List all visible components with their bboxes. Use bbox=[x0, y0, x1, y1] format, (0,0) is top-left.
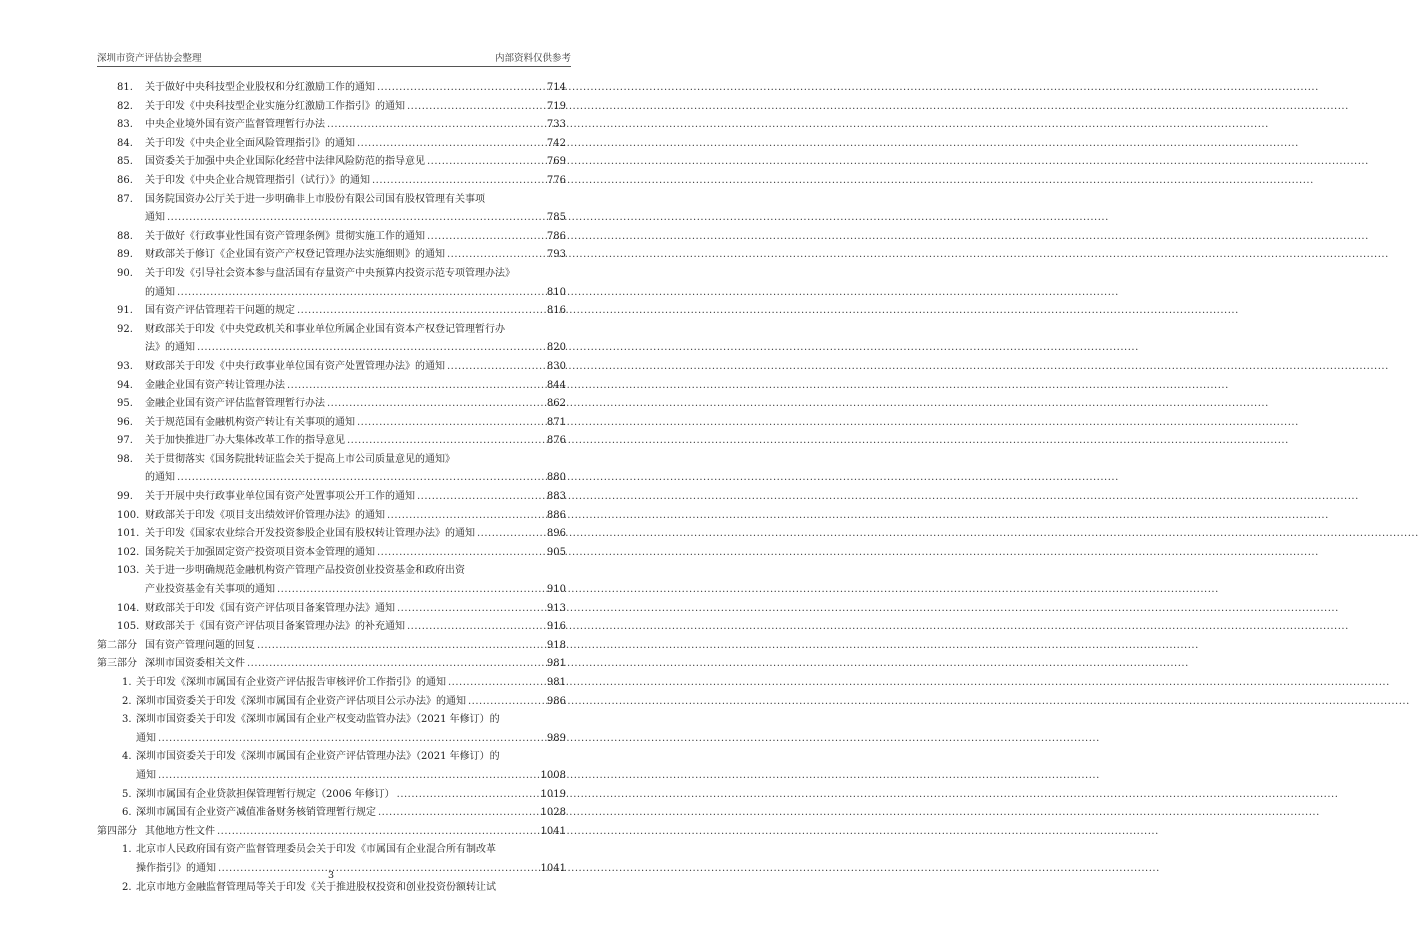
toc-leader-dots bbox=[468, 693, 545, 712]
toc-page-number: 1008 bbox=[540, 769, 566, 781]
toc-entry-number: 101. bbox=[117, 528, 140, 540]
toc-entry-line[interactable] bbox=[97, 879, 566, 898]
toc-entry-line[interactable] bbox=[97, 451, 566, 470]
toc-entry-line[interactable] bbox=[97, 135, 566, 154]
toc-entry-line[interactable] bbox=[97, 581, 566, 600]
header-divider bbox=[97, 66, 571, 67]
toc-entry-title: 关于印发《国家农业综合开发投资参股企业国有股权转让管理办法》的通知 bbox=[145, 528, 475, 540]
toc-entry-line[interactable] bbox=[97, 600, 566, 619]
toc-entry-line[interactable] bbox=[97, 655, 566, 674]
toc-entry-line[interactable] bbox=[97, 228, 566, 247]
toc-entry-title: 深圳市国资委关于印发《深圳市属国有企业产权变动监管办法》（2021 年修订）的 bbox=[136, 714, 500, 726]
toc-leader-dots bbox=[427, 228, 545, 247]
toc-entry-title: 财政部关于印发《项目支出绩效评价管理办法》的通知 bbox=[145, 509, 385, 521]
toc-entry-line[interactable] bbox=[97, 469, 566, 488]
toc-entry-line[interactable] bbox=[97, 693, 566, 712]
toc-entry-line[interactable] bbox=[97, 748, 566, 767]
toc-page-number: 883 bbox=[546, 491, 566, 503]
toc-leader-dots bbox=[372, 172, 545, 191]
toc-entry-line[interactable] bbox=[97, 209, 566, 228]
toc-page-number: 793 bbox=[546, 249, 566, 261]
toc-entry-title: 中央企业境外国有资产监督管理暂行办法 bbox=[145, 119, 325, 131]
toc-entry-number: 88. bbox=[117, 230, 133, 242]
toc-entry-title: 关于印发《中央科技型企业实施分红激励工作指引》的通知 bbox=[145, 100, 405, 112]
toc-leader-dots bbox=[158, 767, 539, 786]
toc-page-number: 918 bbox=[546, 639, 566, 651]
toc-entry-title: 关于开展中央行政事业单位国有资产处置事项公开工作的通知 bbox=[145, 491, 415, 503]
toc-entry-line[interactable] bbox=[97, 767, 566, 786]
toc-entry-number: 104. bbox=[117, 602, 140, 614]
toc-entry-number: 5. bbox=[122, 788, 132, 800]
toc-entry-title: 通知 bbox=[145, 212, 165, 224]
toc-page-number: 820 bbox=[546, 342, 566, 354]
toc-entry-number: 89. bbox=[117, 249, 133, 261]
toc-page-number: 905 bbox=[546, 546, 566, 558]
toc-entry-title: 法》的通知 bbox=[145, 342, 195, 354]
toc-entry-title: 深圳市国资委关于印发《深圳市属国有企业资产评估项目公示办法》的通知 bbox=[136, 695, 466, 707]
toc-entry-title: 通知 bbox=[136, 769, 156, 781]
toc-entry-line[interactable] bbox=[97, 711, 566, 730]
toc-leader-dots bbox=[177, 469, 545, 488]
toc-entry-title: 关于加快推进厂办大集体改革工作的指导意见 bbox=[145, 435, 345, 447]
toc-entry-title: 通知 bbox=[136, 732, 156, 744]
toc-entry-number: 第二部分 bbox=[97, 639, 137, 651]
toc-entry-number: 82. bbox=[117, 100, 133, 112]
toc-page-number: 896 bbox=[546, 528, 566, 540]
toc-leader-dots bbox=[397, 786, 539, 805]
toc-entry-number: 96. bbox=[117, 416, 133, 428]
toc-page-number: 742 bbox=[546, 137, 566, 149]
toc-page-number: 733 bbox=[546, 119, 566, 131]
header-left-text: 深圳市资产评估协会整理 bbox=[97, 53, 202, 64]
toc-entry-number: 第三部分 bbox=[97, 658, 137, 670]
toc-page-number: 1041 bbox=[540, 825, 566, 837]
toc-entry-number: 1. bbox=[122, 844, 132, 856]
toc-entry-line[interactable] bbox=[97, 804, 566, 823]
toc-entry-line[interactable] bbox=[97, 265, 566, 284]
toc-entry-title: 国务院国资办公厅关于进一步明确非上市股份有限公司国有股权管理有关事项 bbox=[145, 193, 485, 205]
toc-page-number: 769 bbox=[546, 156, 566, 168]
toc-leader-dots bbox=[387, 507, 545, 526]
toc-entry-line[interactable] bbox=[97, 674, 566, 693]
toc-entry-line[interactable] bbox=[97, 339, 566, 358]
toc-page-number: 981 bbox=[546, 677, 566, 688]
table-of-contents bbox=[97, 79, 566, 897]
toc-entry-number: 102. bbox=[117, 546, 140, 558]
toc-entry-line[interactable] bbox=[97, 432, 566, 451]
toc-page-number: 981 bbox=[546, 658, 566, 670]
toc-leader-dots bbox=[357, 414, 545, 433]
toc-page-number: 830 bbox=[546, 360, 566, 372]
toc-entry-line[interactable] bbox=[97, 637, 566, 656]
toc-entry-title: 关于印发《引导社会资本参与盘活国有存量资产中央预算内投资示范专项管理办法》 bbox=[145, 267, 515, 279]
toc-entry-title: 操作指引》的通知 bbox=[136, 862, 216, 874]
toc-entry-line[interactable] bbox=[97, 358, 566, 377]
toc-page-number: 876 bbox=[546, 435, 566, 447]
toc-leader-dots bbox=[477, 525, 545, 544]
toc-entry-line[interactable] bbox=[97, 841, 566, 860]
toc-entry-number: 2. bbox=[122, 695, 132, 707]
toc-entry-line[interactable] bbox=[97, 284, 566, 303]
toc-page-number: 862 bbox=[546, 398, 566, 410]
toc-page-number: 816 bbox=[546, 305, 566, 317]
toc-entry-line[interactable] bbox=[97, 302, 566, 321]
toc-entry-title: 的通知 bbox=[145, 472, 175, 484]
toc-leader-dots bbox=[277, 581, 545, 600]
toc-page-number: 844 bbox=[546, 379, 566, 391]
page-number: 3 bbox=[327, 870, 335, 881]
toc-leader-dots bbox=[448, 674, 545, 693]
toc-page-number: 1019 bbox=[540, 788, 566, 800]
toc-leader-dots bbox=[297, 302, 545, 321]
toc-entry-line[interactable] bbox=[97, 730, 566, 749]
toc-page-number: 810 bbox=[546, 286, 566, 298]
toc-page-number: 714 bbox=[546, 82, 566, 93]
toc-page-number: 1028 bbox=[540, 807, 566, 819]
toc-page-number: 913 bbox=[546, 602, 566, 614]
toc-leader-dots bbox=[247, 655, 545, 674]
toc-leader-dots bbox=[158, 730, 545, 749]
toc-entry-number: 98. bbox=[117, 453, 133, 465]
toc-entry-number: 4. bbox=[122, 751, 132, 763]
toc-entry-number: 90. bbox=[117, 267, 133, 279]
toc-entry-number: 第四部分 bbox=[97, 825, 137, 837]
toc-entry-number: 2. bbox=[122, 881, 132, 893]
toc-page-number: 871 bbox=[546, 416, 566, 428]
toc-leader-dots bbox=[327, 395, 545, 414]
header-right-text: 内部资料仅供参考 bbox=[494, 53, 571, 64]
toc-entry-line[interactable] bbox=[97, 786, 566, 805]
toc-page-number: 886 bbox=[546, 509, 566, 521]
toc-entry-line[interactable] bbox=[97, 246, 566, 265]
toc-leader-dots bbox=[377, 544, 545, 563]
toc-entry-number: 3. bbox=[122, 714, 132, 726]
toc-page-number: 989 bbox=[546, 732, 566, 744]
toc-entry-number: 95. bbox=[117, 398, 133, 410]
toc-leader-dots bbox=[397, 600, 545, 619]
toc-page-number: 1041 bbox=[540, 862, 566, 874]
toc-entry-title: 关于规范国有金融机构资产转让有关事项的通知 bbox=[145, 416, 355, 428]
toc-entry-number: 6. bbox=[122, 807, 132, 819]
toc-entry-line[interactable] bbox=[97, 414, 566, 433]
toc-entry-number: 99. bbox=[117, 491, 133, 503]
toc-entry-number: 103. bbox=[117, 565, 140, 577]
toc-entry-line[interactable] bbox=[97, 321, 566, 340]
toc-entry-title: 财政部关于《国有资产评估项目备案管理办法》的补充通知 bbox=[145, 621, 405, 633]
toc-entry-number: 100. bbox=[117, 509, 140, 521]
toc-entry-number: 91. bbox=[117, 305, 133, 317]
toc-entry-number: 81. bbox=[117, 82, 133, 93]
toc-page-number: 719 bbox=[546, 100, 566, 112]
toc-entry-number: 84. bbox=[117, 137, 133, 149]
toc-entry-number: 94. bbox=[117, 379, 133, 391]
toc-entry-number: 86. bbox=[117, 174, 133, 186]
toc-entry-title: 国资委关于加强中央企业国际化经营中法律风险防范的指导意见 bbox=[145, 156, 425, 168]
toc-leader-dots bbox=[217, 823, 539, 842]
toc-entry-title: 关于印发《深圳市属国有企业资产评估报告审核评价工作指引》的通知 bbox=[136, 677, 446, 688]
toc-entry-title: 其他地方性文件 bbox=[145, 825, 215, 837]
toc-entry-number: 1. bbox=[122, 677, 132, 688]
toc-leader-dots bbox=[378, 804, 539, 823]
toc-page-number: 776 bbox=[546, 174, 566, 186]
toc-entry-line[interactable] bbox=[97, 79, 566, 98]
toc-leader-dots bbox=[177, 284, 545, 303]
toc-entry-number: 83. bbox=[117, 119, 133, 131]
toc-entry-line[interactable] bbox=[97, 823, 566, 842]
toc-entry-title: 关于印发《中央企业全面风险管理指引》的通知 bbox=[145, 137, 355, 149]
toc-entry-line[interactable] bbox=[97, 507, 566, 526]
toc-entry-line[interactable] bbox=[97, 488, 566, 507]
toc-entry-line[interactable] bbox=[97, 525, 566, 544]
toc-entry-title: 财政部关于印发《国有资产评估项目备案管理办法》通知 bbox=[145, 602, 395, 614]
toc-entry-line[interactable] bbox=[97, 618, 566, 637]
toc-page-number: 785 bbox=[546, 212, 566, 224]
toc-entry-title: 关于印发《中央企业合规管理指引（试行）》的通知 bbox=[145, 174, 370, 186]
toc-entry-title: 财政部关于修订《企业国有资产产权登记管理办法实施细则》的通知 bbox=[145, 249, 445, 261]
toc-leader-dots bbox=[197, 339, 545, 358]
toc-leader-dots bbox=[377, 79, 545, 98]
toc-leader-dots bbox=[407, 618, 545, 637]
toc-entry-title: 深圳市属国有企业贷款担保管理暂行规定（2006 年修订） bbox=[136, 788, 395, 800]
toc-leader-dots bbox=[427, 153, 545, 172]
toc-entry-title: 北京市地方金融监督管理局等关于印发《关于推进股权投资和创业投资份额转让试 bbox=[136, 881, 496, 893]
toc-leader-dots bbox=[407, 98, 545, 117]
toc-entry-line[interactable] bbox=[97, 98, 566, 117]
toc-entry-title: 北京市人民政府国有资产监督管理委员会关于印发《市属国有企业混合所有制改革 bbox=[136, 844, 496, 856]
toc-entry-line[interactable] bbox=[97, 191, 566, 210]
toc-entry-line[interactable] bbox=[97, 153, 566, 172]
toc-entry-title: 关于做好《行政事业性国有资产管理条例》贯彻实施工作的通知 bbox=[145, 230, 425, 242]
toc-entry-line[interactable] bbox=[97, 116, 566, 135]
toc-leader-dots bbox=[347, 432, 545, 451]
toc-page-number: 786 bbox=[546, 230, 566, 242]
toc-entry-title: 金融企业国有资产评估监督管理暂行办法 bbox=[145, 398, 325, 410]
toc-entry-line[interactable] bbox=[97, 544, 566, 563]
toc-entry-title: 产业投资基金有关事项的通知 bbox=[145, 584, 275, 596]
toc-entry-title: 关于进一步明确规范金融机构资产管理产品投资创业投资基金和政府出资 bbox=[145, 565, 465, 577]
toc-entry-title: 金融企业国有资产转让管理办法 bbox=[145, 379, 285, 391]
toc-entry-title: 深圳市国资委关于印发《深圳市属国有企业资产评估管理办法》（2021 年修订）的 bbox=[136, 751, 500, 763]
toc-entry-line[interactable] bbox=[97, 562, 566, 581]
toc-entry-title: 财政部关于印发《中央党政机关和事业单位所属企业国有资本产权登记管理暂行办 bbox=[145, 323, 505, 335]
toc-entry-title: 深圳市国资委相关文件 bbox=[145, 658, 245, 670]
toc-page-number: 986 bbox=[546, 695, 566, 707]
toc-entry-title: 关于做好中央科技型企业股权和分红激励工作的通知 bbox=[145, 82, 375, 93]
toc-page-number: 880 bbox=[546, 472, 566, 484]
toc-leader-dots bbox=[447, 246, 545, 265]
toc-entry-title: 深圳市属国有企业资产减值准备财务核销管理暂行规定 bbox=[136, 807, 376, 819]
toc-leader-dots bbox=[287, 377, 545, 396]
toc-leader-dots bbox=[417, 488, 545, 507]
toc-entry-number: 85. bbox=[117, 156, 133, 168]
toc-entry-line[interactable] bbox=[97, 172, 566, 191]
toc-entry-line[interactable] bbox=[97, 395, 566, 414]
toc-entry-number: 97. bbox=[117, 435, 133, 447]
page-header bbox=[97, 50, 571, 64]
toc-leader-dots bbox=[357, 135, 545, 154]
toc-entry-title: 国有资产管理问题的回复 bbox=[145, 639, 255, 651]
toc-entry-title: 国务院关于加强固定资产投资项目资本金管理的通知 bbox=[145, 546, 375, 558]
toc-page-number: 910 bbox=[546, 584, 566, 596]
toc-entry-title: 国有资产评估管理若干问题的规定 bbox=[145, 305, 295, 317]
toc-leader-dots bbox=[257, 637, 545, 656]
toc-entry-number: 87. bbox=[117, 193, 133, 205]
toc-entry-title: 财政部关于印发《中央行政事业单位国有资产处置管理办法》的通知 bbox=[145, 360, 445, 372]
toc-leader-dots bbox=[167, 209, 545, 228]
toc-entry-title: 关于贯彻落实《国务院批转证监会关于提高上市公司质量意见的通知》 bbox=[145, 453, 455, 465]
toc-leader-dots bbox=[327, 116, 545, 135]
toc-leader-dots bbox=[447, 358, 545, 377]
toc-page-number: 916 bbox=[546, 621, 566, 633]
toc-entry-number: 92. bbox=[117, 323, 133, 335]
toc-entry-title: 的通知 bbox=[145, 286, 175, 298]
toc-entry-number: 105. bbox=[117, 621, 140, 633]
toc-entry-line[interactable] bbox=[97, 377, 566, 396]
toc-entry-number: 93. bbox=[117, 360, 133, 372]
